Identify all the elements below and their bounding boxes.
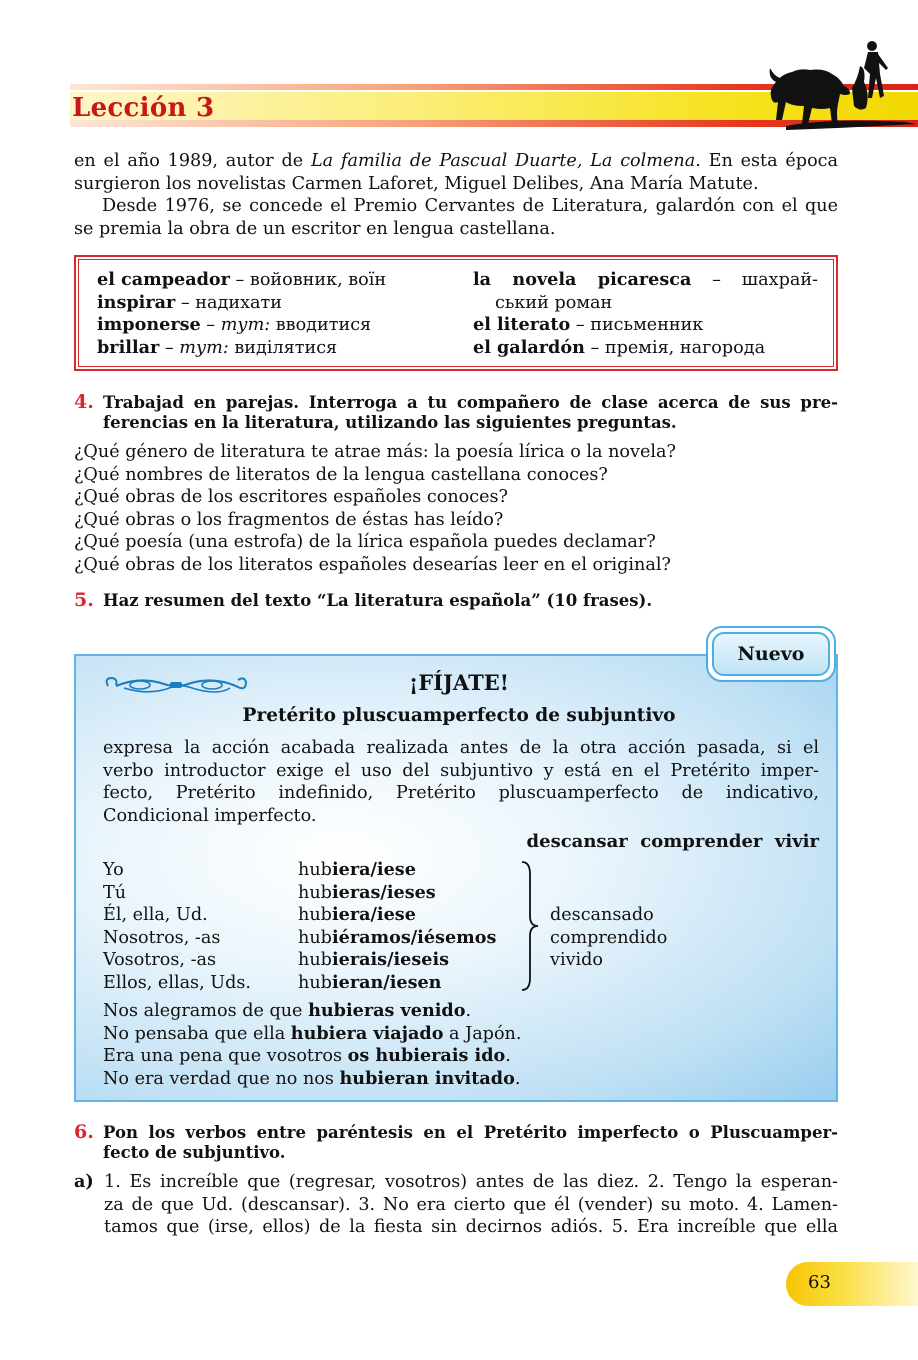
task-4-instruction bbox=[103, 393, 838, 433]
intro-paragraph-2: Desde 1976, se concede el Premio Cervantes de Literatura, galardón con el que se premia la obra de un escritor en lengua castellana. bbox=[74, 196, 838, 239]
intro-line-2: surgieron los novelistas Carmen Laforet, Miguel Delibes, Ana María Matute. bbox=[74, 173, 759, 194]
intro-line-1: en el año 1989, autor de La familia de Pascual Duarte, La colmena. En esta época bbox=[74, 151, 839, 171]
task-6-line-1: Pon los verbos entre paréntesis en el Pretérito imperfecto o Pluscuamper- bbox=[103, 1123, 838, 1142]
auxiliary-form-column bbox=[298, 859, 518, 994]
example-sentence: Nos alegramos de que hubieras venido. bbox=[103, 1000, 472, 1021]
bullfighter-silhouette-icon bbox=[766, 38, 916, 130]
part-a-label: a) bbox=[74, 1171, 94, 1192]
auxiliary-form: hubieras/ieses bbox=[298, 881, 436, 903]
task-6-number: 6. bbox=[74, 1121, 94, 1143]
vocab-item: la novela picaresca – шахрай- bbox=[473, 269, 818, 290]
pronoun: Ellos, ellas, Uds. bbox=[103, 972, 251, 993]
example-sentence: No pensaba que ella hubiera viajado a Japón. bbox=[103, 1022, 522, 1044]
example-sentence: Era una pena que vosotros os hubierais ido. bbox=[103, 1045, 511, 1066]
pronoun-column bbox=[103, 859, 293, 994]
task-4-questions bbox=[74, 441, 838, 576]
question-item: ¿Qué nombres de literatos de la lengua castellana conoces? bbox=[74, 464, 608, 485]
task-6-line-2: fecto de subjuntivo. bbox=[103, 1143, 286, 1162]
vocab-item: el literato – письменник bbox=[473, 314, 704, 335]
question-item: ¿Qué obras de los escritores españoles conoces? bbox=[74, 487, 508, 507]
task-4-number: 4. bbox=[74, 391, 94, 413]
pronoun: Yo bbox=[103, 860, 124, 880]
explanation-line: verbo introductor exige el uso del subjuntivo y está en el Pretérito imper- bbox=[103, 760, 819, 781]
auxiliary-form: hubiera/iese bbox=[298, 904, 416, 925]
task-5-instruction: Haz resumen del texto “La literatura española” (10 frases). bbox=[103, 591, 653, 610]
vocab-item: el galardón – премія, нагорода bbox=[473, 336, 766, 358]
participle: comprendido bbox=[550, 927, 668, 948]
exercise-line: tamos que (irse, ellos) de la fiesta sin decirnos adiós. 5. Era increíble que ella bbox=[104, 1217, 838, 1237]
vocabulary-left-column bbox=[97, 269, 457, 359]
task-6-exercise bbox=[104, 1171, 838, 1239]
task-4-line-1: Trabajad en parejas. Interroga a tu compañero de clase acerca de sus pre- bbox=[103, 393, 838, 412]
vocab-item: inspirar – надихати bbox=[97, 291, 282, 313]
question-item: ¿Qué género de literatura te atrae más: la poesía lírica o la novela? bbox=[74, 442, 676, 462]
pronoun: Vosotros, -as bbox=[103, 950, 217, 970]
example-sentence: No era verdad que no nos hubieran invitado. bbox=[103, 1067, 521, 1089]
vocab-item-continuation: ський роман bbox=[495, 292, 613, 313]
participle-column bbox=[550, 904, 750, 972]
auxiliary-form: hubierais/ieseis bbox=[298, 949, 450, 970]
task-6-instruction bbox=[103, 1123, 838, 1163]
task-5-number: 5. bbox=[74, 589, 94, 611]
question-item: ¿Qué obras de los literatos españoles desearías leer en el original? bbox=[74, 554, 671, 575]
page-number-badge bbox=[786, 1262, 918, 1306]
nuevo-badge: Nuevo bbox=[712, 632, 830, 676]
auxiliary-form: hubiera/iese bbox=[298, 859, 416, 880]
vocab-item: brillar – тут: виділятися bbox=[97, 336, 338, 358]
grammar-examples bbox=[103, 1000, 819, 1090]
task-4-line-2: ferencias en la literatura, utilizando las siguientes preguntas. bbox=[103, 413, 677, 432]
verbs-header: descansar comprender vivir bbox=[526, 831, 819, 852]
pronoun: Tú bbox=[103, 882, 127, 903]
question-item: ¿Qué poesía (una estrofa) de la lírica española puedes declamar? bbox=[74, 532, 656, 552]
vocab-item: imponerse – тут: вводитися bbox=[97, 314, 372, 335]
explanation-line: Condicional imperfecto. bbox=[103, 805, 317, 826]
lesson-title: Lección 3 bbox=[72, 93, 215, 123]
intro-text bbox=[74, 150, 838, 240]
grammar-heading: ¡FÍJATE! bbox=[409, 670, 509, 695]
participle: vivido bbox=[550, 950, 603, 970]
auxiliary-form: hubiéramos/iésemos bbox=[298, 926, 497, 948]
auxiliary-form: hubieran/iesen bbox=[298, 971, 442, 993]
grammar-subheading: Pretérito pluscuamperfecto de subjuntivo bbox=[242, 705, 676, 726]
page-number: 63 bbox=[808, 1272, 831, 1293]
pronoun: Nosotros, -as bbox=[103, 927, 221, 948]
participle: descansado bbox=[550, 905, 654, 925]
grammar-explanation bbox=[103, 737, 819, 827]
explanation-line: expresa la acción acabada realizada antes de la otra acción pasada, si el bbox=[103, 738, 819, 758]
explanation-line: fecto, Pretérito indefinido, Pretérito pluscuamperfecto de indicativo, bbox=[103, 783, 819, 803]
exercise-line: 1. Es increíble que (regresar, vosotros) antes de las diez. 2. Tengo la esperan- bbox=[104, 1172, 838, 1192]
vocabulary-right-column bbox=[473, 269, 818, 359]
vocab-item: el campeador – войовник, воїн bbox=[97, 269, 387, 290]
curly-brace-icon bbox=[518, 860, 544, 992]
question-item: ¿Qué obras o los fragmentos de éstas has leído? bbox=[74, 509, 504, 530]
exercise-line: za de que Ud. (descansar). 3. No era cierto que él (vender) su moto. 4. Lamen- bbox=[104, 1194, 838, 1215]
pronoun: Él, ella, Ud. bbox=[103, 905, 208, 925]
